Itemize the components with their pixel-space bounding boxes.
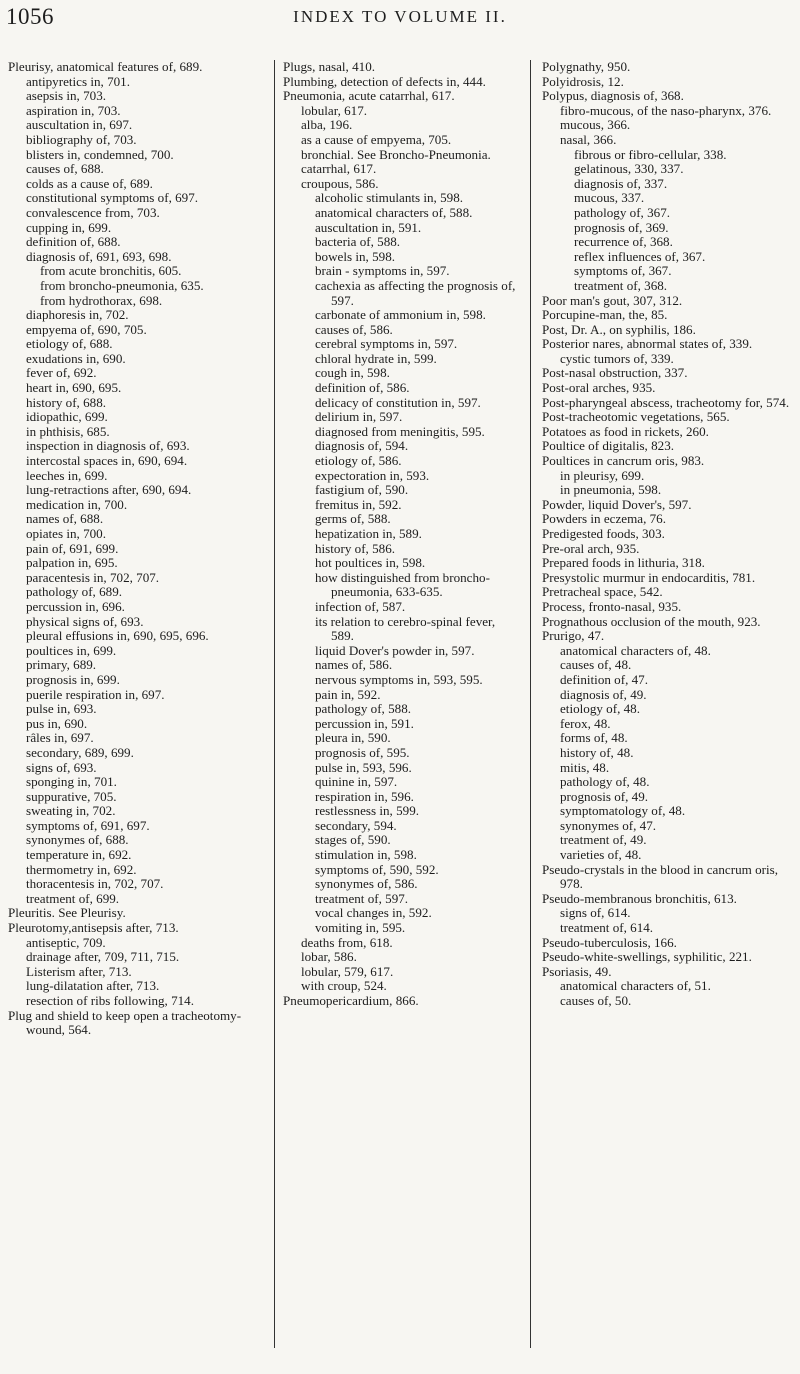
index-subentry: anatomical characters of, 51. <box>560 978 711 994</box>
index-entry: Powders in eczema, 76. <box>542 511 666 527</box>
index-entry: Psoriasis, 49. <box>542 963 612 979</box>
index-entry: Plugs, nasal, 410. <box>283 59 376 74</box>
index-subentry: sweating in, 702. <box>26 803 116 819</box>
index-subentry: fever of, 692. <box>26 365 97 381</box>
index-subentry: paracentesis in, 702, 707. <box>26 569 160 585</box>
index-subentry: in pneumonia, 598. <box>560 482 662 498</box>
index-subentry: symptoms of, 367. <box>574 263 672 279</box>
index-subentry: forms of, 48. <box>560 730 628 746</box>
index-subentry: cachexia as affecting the prognosis of, 597. <box>315 277 516 308</box>
index-subentry: convalescence from, 703. <box>26 204 160 220</box>
index-subentry: primary, 689. <box>26 657 97 673</box>
index-entry: Pleurotomy,antisepsis after, 713. <box>8 920 179 936</box>
index-entry: Presystolic murmur in endocarditis, 781. <box>542 569 756 585</box>
index-entry: Post, Dr. A., on syphilis, 186. <box>542 321 696 337</box>
index-subentry: pathology of, 367. <box>574 204 671 220</box>
index-subentry: alcoholic stimulants in, 598. <box>315 190 464 206</box>
index-subentry: râles in, 697. <box>26 730 94 746</box>
index-subentry: synonymes of, 688. <box>26 832 129 848</box>
index-subentry: pathology of, 588. <box>315 701 412 717</box>
index-entry: Pseudo-tuberculosis, 166. <box>542 934 677 950</box>
index-entry: Prepared foods in lithuria, 318. <box>542 555 705 571</box>
index-subentry: suppurative, 705. <box>26 788 117 804</box>
index-subentry: mucous, 337. <box>574 190 645 206</box>
index-subentry: definition of, 47. <box>560 671 649 687</box>
index-entry: Pneumonia, acute catarrhal, 617. <box>283 88 455 104</box>
index-subentry: drainage after, 709, 711, 715. <box>26 949 180 965</box>
index-subentry: vocal changes in, 592. <box>315 905 432 921</box>
index-subentry: fibro-mucous, of the naso-pharynx, 376. <box>560 102 772 118</box>
index-subentry: physical signs of, 693. <box>26 613 144 629</box>
column-divider <box>530 60 531 1348</box>
index-subentry: cough in, 598. <box>315 365 390 381</box>
index-subentry: percussion in, 696. <box>26 598 125 614</box>
index-subentry: hepatization in, 589. <box>315 526 422 541</box>
index-subentry: in phthisis, 685. <box>26 423 110 439</box>
index-subentry: carbonate of ammonium in, 598. <box>315 307 486 323</box>
index-subentry: cupping in, 699. <box>26 219 112 235</box>
index-subentry: symptoms of, 590, 592. <box>315 861 439 877</box>
index-entry: Potatoes as food in rickets, 260. <box>542 423 709 439</box>
index-subentry: pleural effusions in, 690, 695, 696. <box>26 628 209 644</box>
index-subentry: infection of, 587. <box>315 598 406 614</box>
index-subentry: medication in, 700. <box>26 496 128 512</box>
index-subentry: causes of, 50. <box>560 993 632 1008</box>
index-subentry: in pleurisy, 699. <box>560 467 645 483</box>
index-subentry: stimulation in, 598. <box>315 847 417 863</box>
index-subentry: heart in, 690, 695. <box>26 380 122 396</box>
index-subentry: mucous, 366. <box>560 117 631 133</box>
index-subentry: prognosis of, 369. <box>574 219 669 235</box>
index-entry: Poultices in cancrum oris, 983. <box>542 453 705 469</box>
index-subentry: from acute bronchitis, 605. <box>40 263 182 279</box>
index-subentry: etiology of, 586. <box>315 453 402 469</box>
index-subentry: symptoms of, 691, 697. <box>26 817 150 833</box>
index-subentry: palpation in, 695. <box>26 555 118 571</box>
index-column-3 <box>542 60 790 1009</box>
index-subentry: bronchial. See Broncho-Pneumonia. <box>301 146 491 162</box>
index-subentry: aspiration in, 703. <box>26 102 121 118</box>
index-subentry: names of, 586. <box>315 657 393 673</box>
index-subentry: cystic tumors of, 339. <box>560 350 674 366</box>
index-subentry: nervous symptoms in, 593, 595. <box>315 671 483 687</box>
index-subentry: lung-retractions after, 690, 694. <box>26 482 192 498</box>
index-subentry: from hydrothorax, 698. <box>40 292 163 308</box>
index-subentry: antiseptic, 709. <box>26 934 106 950</box>
index-subentry: definition of, 688. <box>26 234 121 250</box>
index-subentry: treatment of, 614. <box>560 920 654 936</box>
index-entry: Pretracheal space, 542. <box>542 584 663 600</box>
index-subentry: pus in, 690. <box>26 715 88 731</box>
index-subentry: puerile respiration in, 697. <box>26 686 165 702</box>
index-entry: Pseudo-crystals in the blood in cancrum oris, 978. <box>542 861 779 892</box>
index-subentry: auscultation in, 591. <box>315 219 422 235</box>
index-subentry: fastigium of, 590. <box>315 482 409 498</box>
index-subentry: resection of ribs following, 714. <box>26 993 195 1008</box>
index-subentry: secondary, 689, 699. <box>26 744 134 760</box>
index-entry: Post-tracheotomic vegetations, 565. <box>542 409 730 425</box>
index-subentry: anatomical characters of, 588. <box>315 204 473 220</box>
index-entry: Process, fronto-nasal, 935. <box>542 598 682 614</box>
index-entry: Pleuritis. See Pleurisy. <box>8 905 126 921</box>
index-entry: Pseudo-white-swellings, syphilitic, 221. <box>542 949 752 965</box>
index-entry: Plug and shield to keep open a tracheotomy-wound, 564. <box>8 1007 242 1038</box>
index-subentry: its relation to cerebro-spinal fever, 589. <box>315 613 496 644</box>
index-subentry: alba, 196. <box>301 117 353 133</box>
index-subentry: asepsis in, 703. <box>26 88 107 104</box>
index-entry: Pneumopericardium, 866. <box>283 993 419 1008</box>
index-subentry: antipyretics in, 701. <box>26 73 131 89</box>
index-subentry: poultices in, 699. <box>26 642 117 658</box>
index-subentry: deaths from, 618. <box>301 934 393 950</box>
index-subentry: signs of, 693. <box>26 759 97 775</box>
index-subentry: definition of, 586. <box>315 380 410 396</box>
index-subentry: prognosis of, 595. <box>315 744 410 760</box>
index-subentry: history of, 48. <box>560 744 634 760</box>
index-subentry: pain in, 592. <box>315 686 381 702</box>
index-subentry: lobar, 586. <box>301 949 357 965</box>
index-subentry: auscultation in, 697. <box>26 117 133 133</box>
index-subentry: sponging in, 701. <box>26 774 117 790</box>
index-column-1 <box>8 60 252 1038</box>
index-subentry: delicacy of constitution in, 597. <box>315 394 481 410</box>
index-subentry: treatment of, 49. <box>560 832 647 848</box>
index-subentry: restlessness in, 599. <box>315 803 420 819</box>
index-subentry: prognosis in, 699. <box>26 671 120 687</box>
index-subentry: diagnosis of, 594. <box>315 438 409 454</box>
index-subentry: idiopathic, 699. <box>26 409 108 425</box>
index-entry: Polygnathy, 950. <box>542 59 631 74</box>
index-subentry: diagnosis of, 691, 693, 698. <box>26 248 172 264</box>
page-number: 1056 <box>6 4 54 29</box>
index-subentry: vomiting in, 595. <box>315 920 406 936</box>
index-subentry: lobular, 617. <box>301 102 368 118</box>
index-column-2 <box>283 60 519 1009</box>
index-subentry: inspection in diagnosis of, 693. <box>26 438 190 454</box>
index-subentry: synonymes of, 586. <box>315 876 418 892</box>
index-entry: Poultice of digitalis, 823. <box>542 438 675 454</box>
index-entry: Post-nasal obstruction, 337. <box>542 365 688 381</box>
index-subentry: stages of, 590. <box>315 832 391 848</box>
index-subentry: pathology of, 48. <box>560 774 650 790</box>
index-subentry: treatment of, 699. <box>26 890 120 906</box>
index-subentry: brain - symptoms in, 597. <box>315 263 450 279</box>
index-entry: Post-oral arches, 935. <box>542 380 656 396</box>
index-subentry: ferox, 48. <box>560 715 611 731</box>
index-entry: Plumbing, detection of defects in, 444. <box>283 73 486 89</box>
index-subentry: mitis, 48. <box>560 759 610 775</box>
index-subentry: respiration in, 596. <box>315 788 414 804</box>
index-entry: Porcupine-man, the, 85. <box>542 307 668 323</box>
index-entry: Pre-oral arch, 935. <box>542 540 640 556</box>
index-entry: Polypus, diagnosis of, 368. <box>542 88 684 104</box>
index-subentry: varieties of, 48. <box>560 847 642 863</box>
index-subentry: lung-dilatation after, 713. <box>26 978 160 994</box>
index-subentry: cerebral symptoms in, 597. <box>315 336 458 352</box>
index-subentry: reflex influences of, 367. <box>574 248 706 264</box>
index-subentry: recurrence of, 368. <box>574 234 673 250</box>
index-subentry: symptomatology of, 48. <box>560 803 686 819</box>
index-subentry: synonymes of, 47. <box>560 817 657 833</box>
running-head: INDEX TO VOLUME II. <box>293 7 507 26</box>
index-subentry: chloral hydrate in, 599. <box>315 350 437 366</box>
index-subentry: liquid Dover's powder in, 597. <box>315 642 475 658</box>
index-subentry: causes of, 586. <box>315 321 393 337</box>
index-subentry: germs of, 588. <box>315 511 391 527</box>
column-divider <box>274 60 275 1348</box>
index-subentry: causes of, 48. <box>560 657 632 673</box>
index-subentry: secondary, 594. <box>315 817 397 833</box>
index-entry: Predigested foods, 303. <box>542 526 665 541</box>
index-subentry: etiology of, 688. <box>26 336 113 352</box>
index-subentry: delirium in, 597. <box>315 409 403 425</box>
index-subentry: intercostal spaces in, 690, 694. <box>26 453 188 469</box>
index-subentry: exudations in, 690. <box>26 350 126 366</box>
index-subentry: quinine in, 597. <box>315 774 398 790</box>
index-subentry: anatomical characters of, 48. <box>560 642 711 658</box>
index-subentry: from broncho-pneumonia, 635. <box>40 277 204 293</box>
index-subentry: diagnosis of, 337. <box>574 175 668 191</box>
index-entry: Pseudo-membranous bronchitis, 613. <box>542 890 737 906</box>
index-subentry: diagnosis of, 49. <box>560 686 647 702</box>
index-subentry: etiology of, 48. <box>560 701 641 717</box>
index-entry: Post-pharyngeal abscess, tracheotomy for, 574. <box>542 394 790 410</box>
index-subentry: prognosis of, 49. <box>560 788 649 804</box>
index-subentry: history of, 586. <box>315 540 396 556</box>
index-subentry: causes of, 688. <box>26 161 104 177</box>
index-subentry: with croup, 524. <box>301 978 387 994</box>
index-subentry: empyema of, 690, 705. <box>26 321 147 337</box>
index-entry: Posterior nares, abnormal states of, 339. <box>542 336 753 352</box>
index-subentry: temperature in, 692. <box>26 847 132 863</box>
index-subentry: how distinguished from broncho-pneumonia, 633-635. <box>315 569 490 600</box>
index-subentry: percussion in, 591. <box>315 715 414 731</box>
index-subentry: gelatinous, 330, 337. <box>574 161 684 177</box>
index-subentry: fibrous or fibro-cellular, 338. <box>574 146 727 162</box>
index-subentry: pleura in, 590. <box>315 730 391 746</box>
index-subentry: bacteria of, 588. <box>315 234 401 250</box>
index-subentry: hot poultices in, 598. <box>315 555 426 571</box>
index-subentry: expectoration in, 593. <box>315 467 430 483</box>
index-subentry: signs of, 614. <box>560 905 631 921</box>
index-subentry: croupous, 586. <box>301 175 379 191</box>
index-subentry: pulse in, 693. <box>26 701 97 717</box>
index-subentry: treatment of, 368. <box>574 277 668 293</box>
index-subentry: bowels in, 598. <box>315 248 396 264</box>
index-subentry: colds as a cause of, 689. <box>26 175 153 191</box>
index-subentry: catarrhal, 617. <box>301 161 377 177</box>
index-entry: Poor man's gout, 307, 312. <box>542 292 683 308</box>
index-subentry: fremitus in, 592. <box>315 496 402 512</box>
index-entry: Pleurisy, anatomical features of, 689. <box>8 59 203 74</box>
index-subentry: history of, 688. <box>26 394 107 410</box>
index-subentry: as a cause of empyema, 705. <box>301 131 452 147</box>
index-subentry: lobular, 579, 617. <box>301 963 394 979</box>
index-subentry: leeches in, 699. <box>26 467 108 483</box>
index-subentry: bibliography of, 703. <box>26 131 137 147</box>
index-entry: Prognathous occlusion of the mouth, 923. <box>542 613 761 629</box>
index-subentry: treatment of, 597. <box>315 890 409 906</box>
index-subentry: pain of, 691, 699. <box>26 540 119 556</box>
index-entry: Polyidrosis, 12. <box>542 73 624 89</box>
index-subentry: pathology of, 689. <box>26 584 123 600</box>
index-entry: Prurigo, 47. <box>542 628 605 644</box>
index-subentry: blisters in, condemned, 700. <box>26 146 174 162</box>
index-subentry: pulse in, 593, 596. <box>315 759 412 775</box>
index-subentry: nasal, 366. <box>560 131 617 147</box>
index-subentry: Listerism after, 713. <box>26 963 132 979</box>
index-subentry: thermometry in, 692. <box>26 861 137 877</box>
index-entry: Powder, liquid Dover's, 597. <box>542 496 692 512</box>
index-subentry: constitutional symptoms of, 697. <box>26 190 199 206</box>
index-subentry: diagnosed from meningitis, 595. <box>315 423 485 439</box>
index-subentry: names of, 688. <box>26 511 104 527</box>
index-subentry: diaphoresis in, 702. <box>26 307 129 323</box>
index-subentry: thoracentesis in, 702, 707. <box>26 876 164 892</box>
index-subentry: opiates in, 700. <box>26 526 107 541</box>
